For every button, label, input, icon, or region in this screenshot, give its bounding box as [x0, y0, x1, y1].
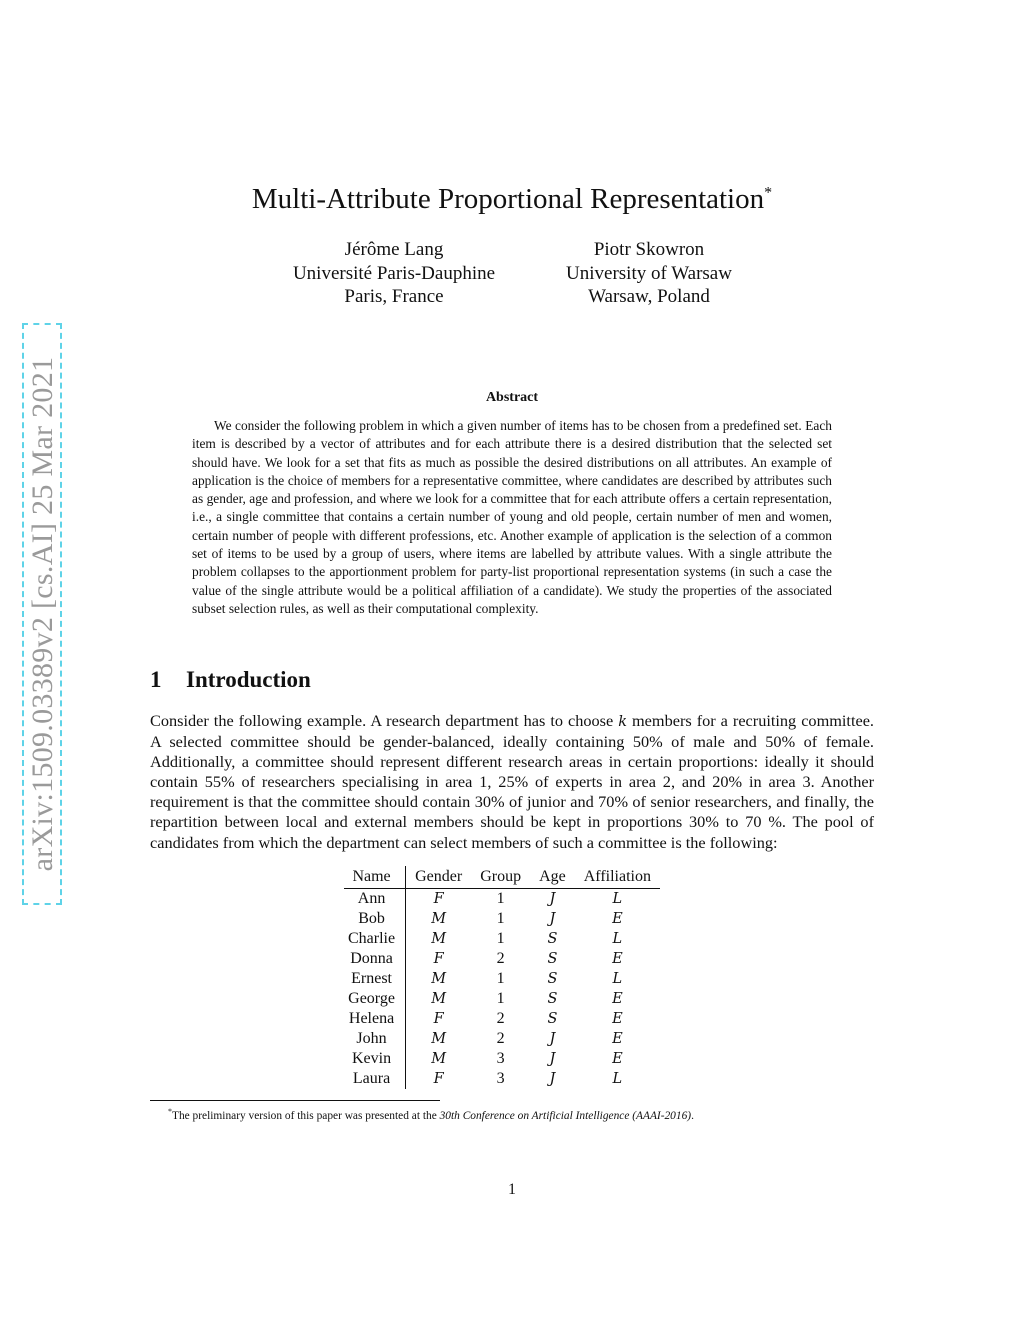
table-header-row [344, 866, 660, 889]
table-row [344, 969, 660, 989]
cell-affiliation: L [612, 891, 623, 907]
cell-group: 1 [496, 990, 505, 1007]
cell-gender: M [431, 991, 447, 1007]
cell-affiliation: E [612, 911, 623, 927]
author-block-2 [560, 238, 738, 309]
cell-affiliation: E [612, 951, 623, 967]
author-affiliation: University of Warsaw [566, 262, 732, 284]
cell-group: 3 [496, 1050, 505, 1067]
cell-group: 1 [496, 890, 505, 907]
cell-affiliation: L [612, 1071, 623, 1087]
table-row [344, 1029, 660, 1049]
cell-group: 2 [496, 1010, 505, 1027]
cell-group: 3 [496, 1070, 505, 1087]
author-location: Warsaw, Poland [588, 286, 710, 307]
header-affiliation: Affiliation [575, 866, 660, 889]
cell-age: J [549, 1071, 556, 1087]
cell-age: S [547, 951, 558, 967]
cell-affiliation: L [612, 931, 623, 947]
title-footnote-mark: * [764, 184, 773, 202]
section-heading [150, 667, 311, 693]
header-group: Group [471, 866, 530, 889]
cell-group: 2 [496, 950, 505, 967]
k-variable: k [618, 714, 628, 730]
cell-age: S [547, 1011, 558, 1027]
cell-gender: M [431, 931, 447, 947]
table-row [344, 929, 660, 949]
header-gender: Gender [406, 866, 472, 889]
cell-gender: F [433, 951, 444, 967]
cell-name: Laura [344, 1069, 406, 1089]
footnote-venue: 30th Conference on Artificial Intelligence (AAAI-2016) [439, 1109, 692, 1122]
author-location: Paris, France [344, 286, 444, 307]
cell-name: Ernest [344, 969, 406, 989]
page-number: 1 [508, 1181, 516, 1198]
footnote [150, 1104, 874, 1124]
cell-gender: M [431, 911, 447, 927]
intro-text-end: members for a recruiting committee. A selected committee should be gender-balanced, ideally containing 50% of male and 50% of female. Additionally, a committee should represent different research areas in certain proportions: ideally it should contain 55% of researchers specialising in area 1, 25% of experts in area 2, and 20% in area 3. Another requirement is that the committee should contain 30% of junior and 70% of senior researchers, and finally, the repartition between local and external members should be kept in proportions 30% to 70 %. The pool of candidates from which the department can select members of such a committee is the following: [150, 711, 874, 852]
cell-gender: F [433, 1071, 444, 1087]
candidates-table [344, 866, 660, 1089]
footnote-text: The preliminary version of this paper was presented at the [172, 1109, 440, 1122]
footnote-mark: * [168, 1107, 172, 1116]
table-row [344, 909, 660, 929]
cell-name: Charlie [344, 929, 406, 949]
cell-name: Helena [344, 1009, 406, 1029]
table-row [344, 1069, 660, 1089]
cell-group: 1 [496, 930, 505, 947]
cell-gender: M [431, 971, 447, 987]
cell-age: S [547, 931, 558, 947]
cell-affiliation: E [612, 991, 623, 1007]
cell-name: Donna [344, 949, 406, 969]
cell-affiliation: E [612, 1011, 623, 1027]
author-block-1 [287, 238, 501, 309]
cell-age: J [549, 911, 556, 927]
section-number: 1 [150, 667, 162, 692]
footnote-divider [150, 1100, 440, 1101]
header-name: Name [344, 866, 406, 889]
table-row [344, 889, 660, 910]
table-row [344, 989, 660, 1009]
arxiv-identifier: arXiv:1509.03389v2 [cs.AI] 25 Mar 2021 [26, 356, 59, 872]
header-age: Age [530, 866, 575, 889]
cell-name: George [344, 989, 406, 1009]
cell-age: J [549, 1051, 556, 1067]
footnote-end: . [691, 1109, 694, 1122]
paper-title [0, 180, 1024, 218]
intro-text-start: Consider the following example. A research department has to choose [150, 711, 619, 730]
cell-gender: M [431, 1051, 447, 1067]
table-row [344, 949, 660, 969]
cell-name: John [344, 1029, 406, 1049]
cell-age: S [547, 991, 558, 1007]
cell-name: Ann [344, 889, 406, 910]
paper-title-text: Multi-Attribute Proportional Representation [251, 183, 765, 215]
cell-name: Bob [344, 909, 406, 929]
cell-affiliation: E [612, 1031, 623, 1047]
cell-affiliation: E [612, 1051, 623, 1067]
table-row [344, 1049, 660, 1069]
abstract-text: We consider the following problem in which a given number of items has to be chosen from a predefined set. Each item is described by a vector of attributes and for each attribute there is a desired distribution that the selected set should have. We look for a set that fits as much as possible the desired distributions on all attributes. An example of application is the choice of members for a representative committee, where candidates are described by attributes such as gender, age and profession, and where we look for a committee that for each attribute offers a certain representation, i.e., a single committee that contains a certain number of young and old people, certain number of men and women, certain number of people with different professions, etc. Another example of application is the selection of a common set of items to be used by a group of users, where items are labelled by attribute values. With a single attribute the problem collapses to the apportionment problem for party-list proportional representation systems (in such a case the value of the single attribute would be a political affiliation of a candidate). We study the properties of the associated subset selection rules, as well as their computational complexity. [192, 418, 832, 616]
section-title: Introduction [186, 667, 311, 692]
cell-affiliation: L [612, 971, 623, 987]
abstract-heading: Abstract [485, 390, 539, 405]
cell-gender: F [433, 1011, 444, 1027]
cell-group: 1 [496, 910, 505, 927]
cell-gender: M [431, 1031, 447, 1047]
intro-paragraph [150, 711, 874, 853]
cell-age: J [549, 891, 556, 907]
cell-age: J [549, 1031, 556, 1047]
cell-gender: F [433, 891, 444, 907]
cell-age: S [547, 971, 558, 987]
cell-group: 2 [496, 1030, 505, 1047]
author-affiliation: Université Paris-Dauphine [292, 262, 496, 284]
cell-name: Kevin [344, 1049, 406, 1069]
author-name: Jérôme Lang [344, 239, 444, 260]
cell-group: 1 [496, 970, 505, 987]
table-row [344, 1009, 660, 1029]
author-name: Piotr Skowron [593, 239, 705, 260]
